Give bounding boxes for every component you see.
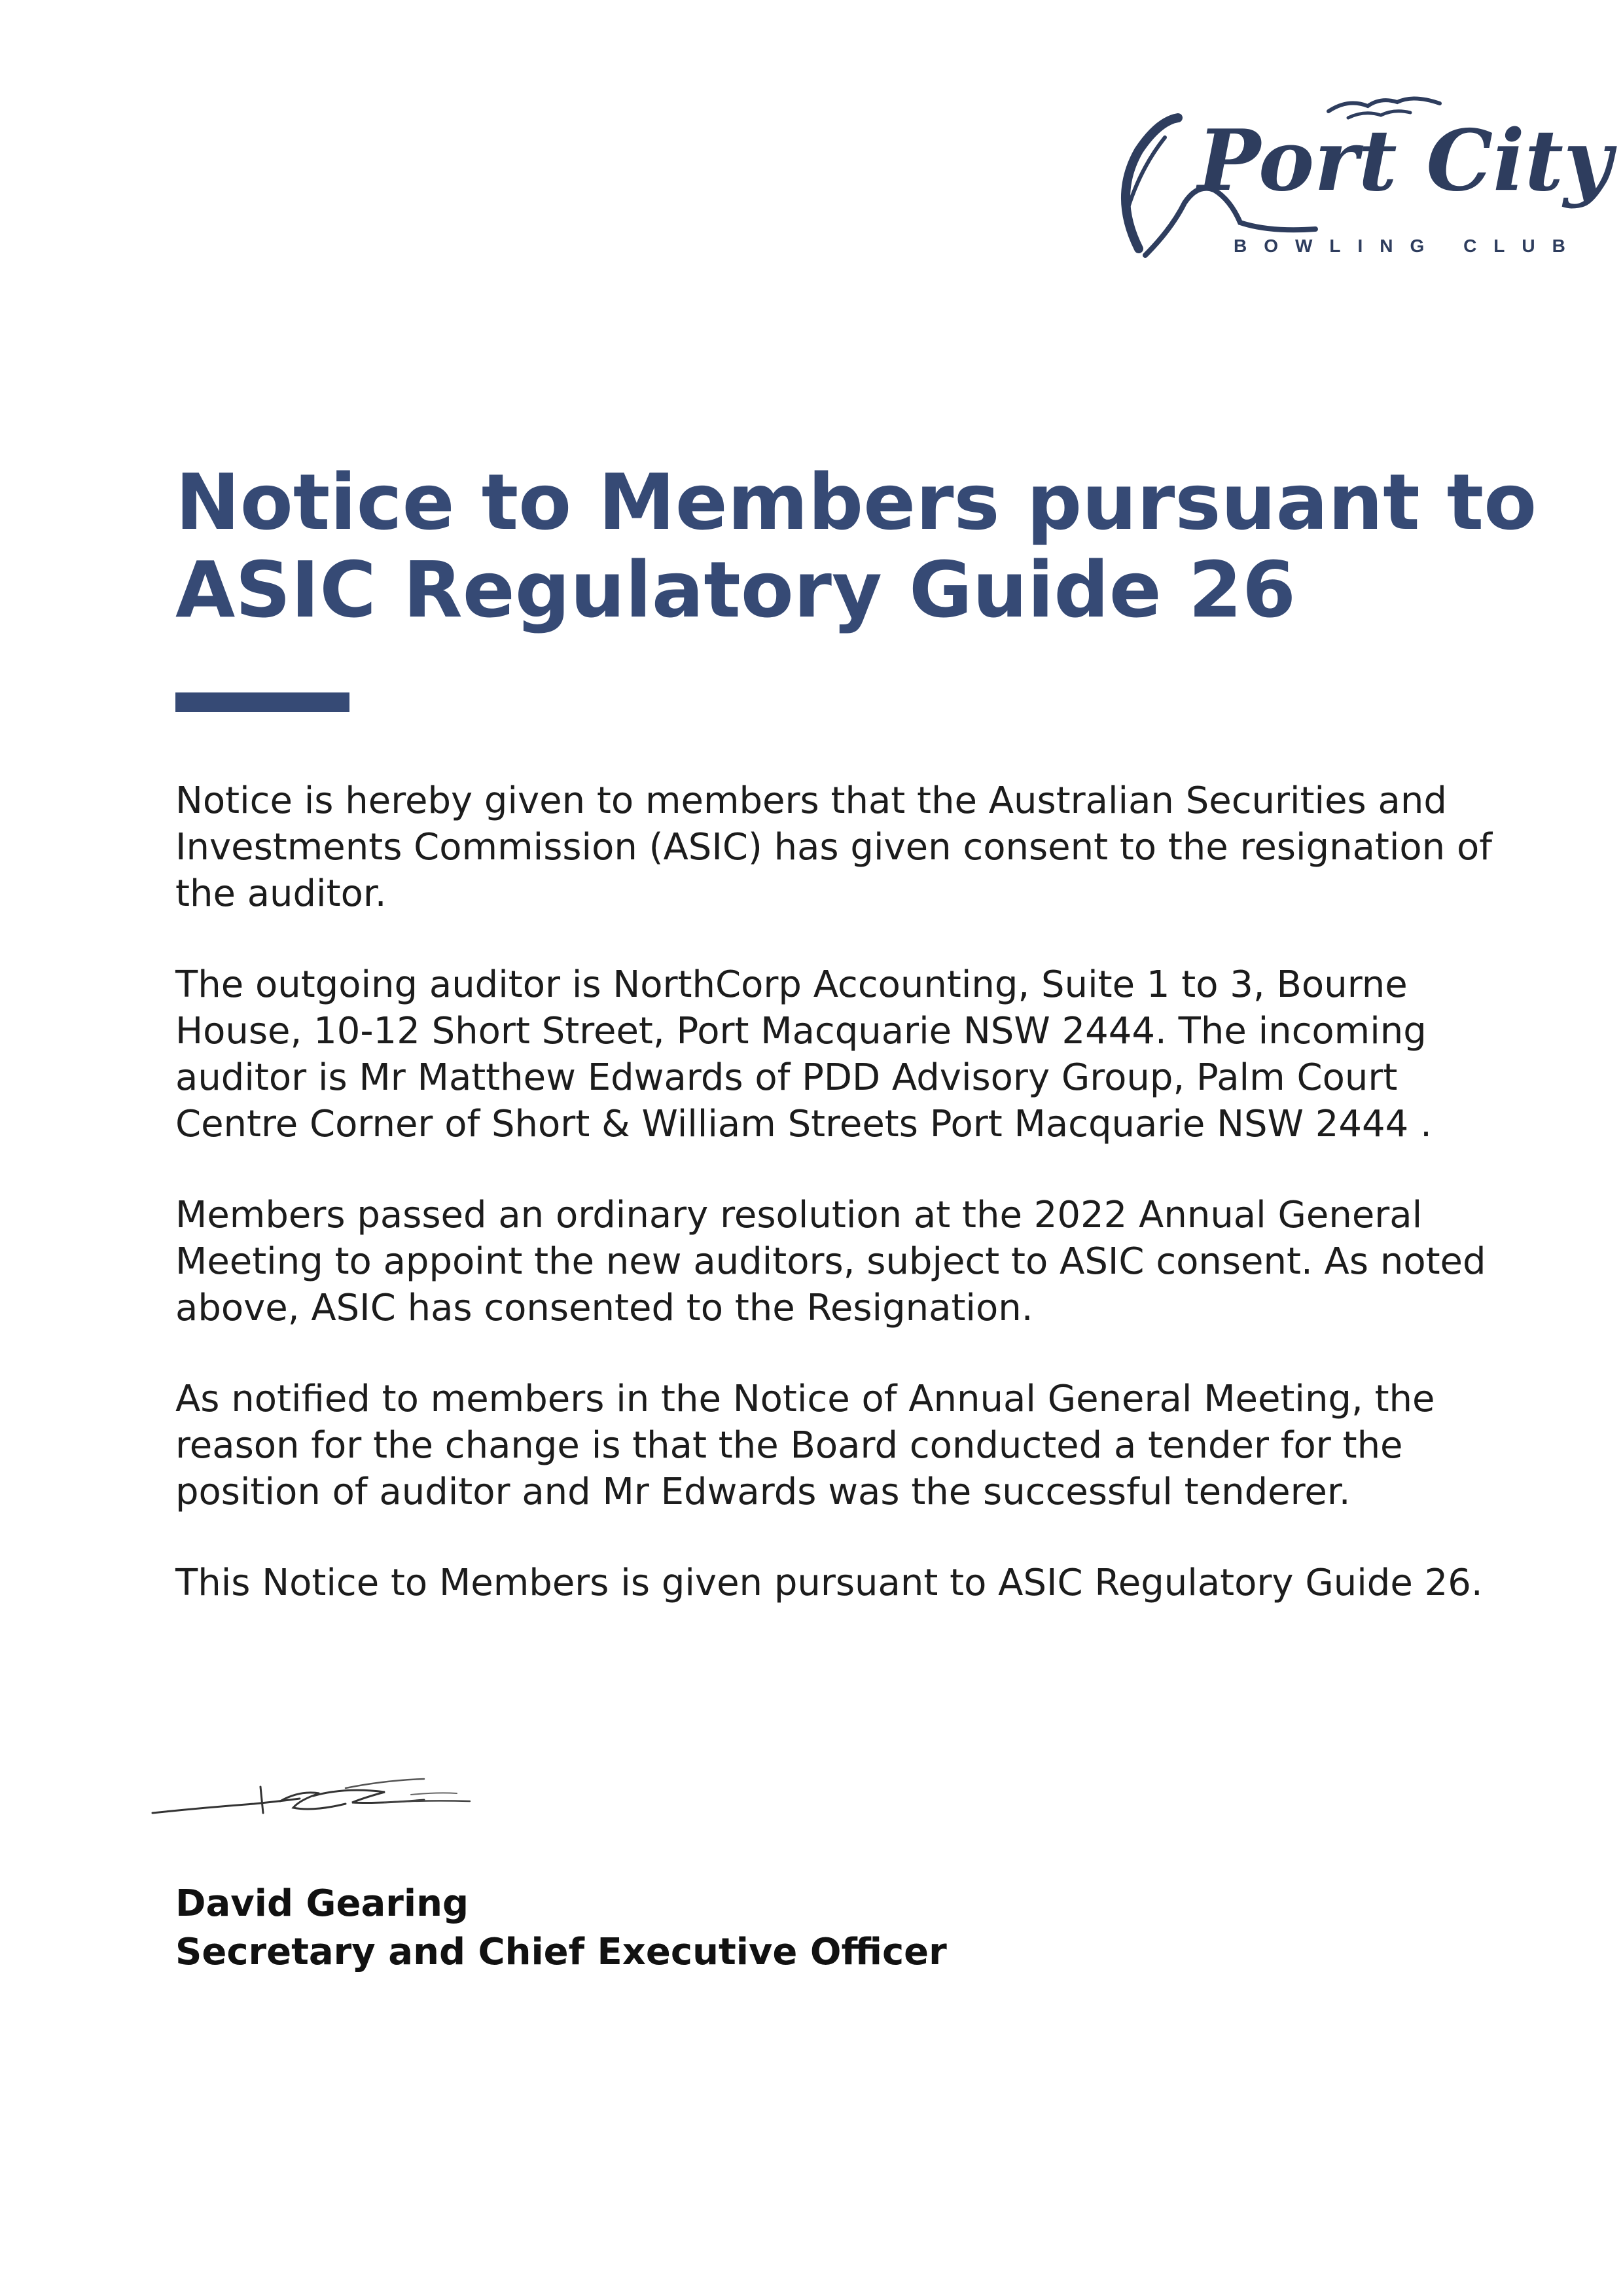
paragraph-reason (175, 1376, 1484, 1515)
signature-graphic (149, 1754, 529, 1833)
paragraph-line: Members passed an ordinary resolution at the 2022 Annual General (175, 1194, 1423, 1236)
paragraph-line: As notified to members in the Notice of Annual General Meeting, the (175, 1378, 1435, 1420)
page-title (175, 457, 1537, 635)
title-line-2: ASIC Regulatory Guide 26 (175, 545, 1296, 635)
paragraph-closing (175, 1560, 1484, 1606)
title-underline-rule (175, 692, 349, 712)
port-city-bowling-club-logo (1099, 92, 1613, 268)
paragraph-auditors (175, 961, 1484, 1147)
paragraph-line: Meeting to appoint the new auditors, subject to ASIC consent. As noted (175, 1240, 1486, 1283)
paragraph-line: The outgoing auditor is NorthCorp Accounting, Suite 1 to 3, Bourne (175, 963, 1408, 1006)
paragraph-line: auditor is Mr Matthew Edwards of PDD Advisory Group, Palm Court (175, 1056, 1398, 1099)
paragraph-line: above, ASIC has consented to the Resignation. (175, 1287, 1033, 1329)
paragraph-line: reason for the change is that the Board conducted a tender for the (175, 1424, 1403, 1467)
handwritten-signature (149, 1754, 529, 1833)
title-line-1: Notice to Members pursuant to (175, 457, 1537, 547)
notice-body (175, 778, 1492, 1651)
paragraph-line: Notice is hereby given to members that the Australian Securities and (175, 780, 1447, 822)
signatory-role: Secretary and Chief Executive Officer (175, 1931, 947, 1973)
logo-graphic (1099, 92, 1613, 268)
logo-wordmark: Port City (1198, 112, 1613, 210)
paragraph-line: Investments Commission (ASIC) has given consent to the resignation of (175, 826, 1492, 869)
paragraph-line: position of auditor and Mr Edwards was the successful tenderer. (175, 1471, 1351, 1513)
paragraph-line: the auditor. (175, 872, 387, 915)
paragraph-line: Centre Corner of Short & William Streets Port Macquarie NSW 2444 . (175, 1103, 1432, 1145)
signatory-name: David Gearing (175, 1882, 469, 1925)
signatory-block (175, 1880, 1222, 1977)
logo-subtitle: BOWLING CLUB (1234, 236, 1582, 256)
paragraph-asic-consent (175, 778, 1492, 917)
paragraph-resolution (175, 1192, 1484, 1331)
paragraph-line: This Notice to Members is given pursuant to ASIC Regulatory Guide 26. (175, 1562, 1483, 1604)
paragraph-line: House, 10-12 Short Street, Port Macquarie NSW 2444. The incoming (175, 1010, 1427, 1052)
